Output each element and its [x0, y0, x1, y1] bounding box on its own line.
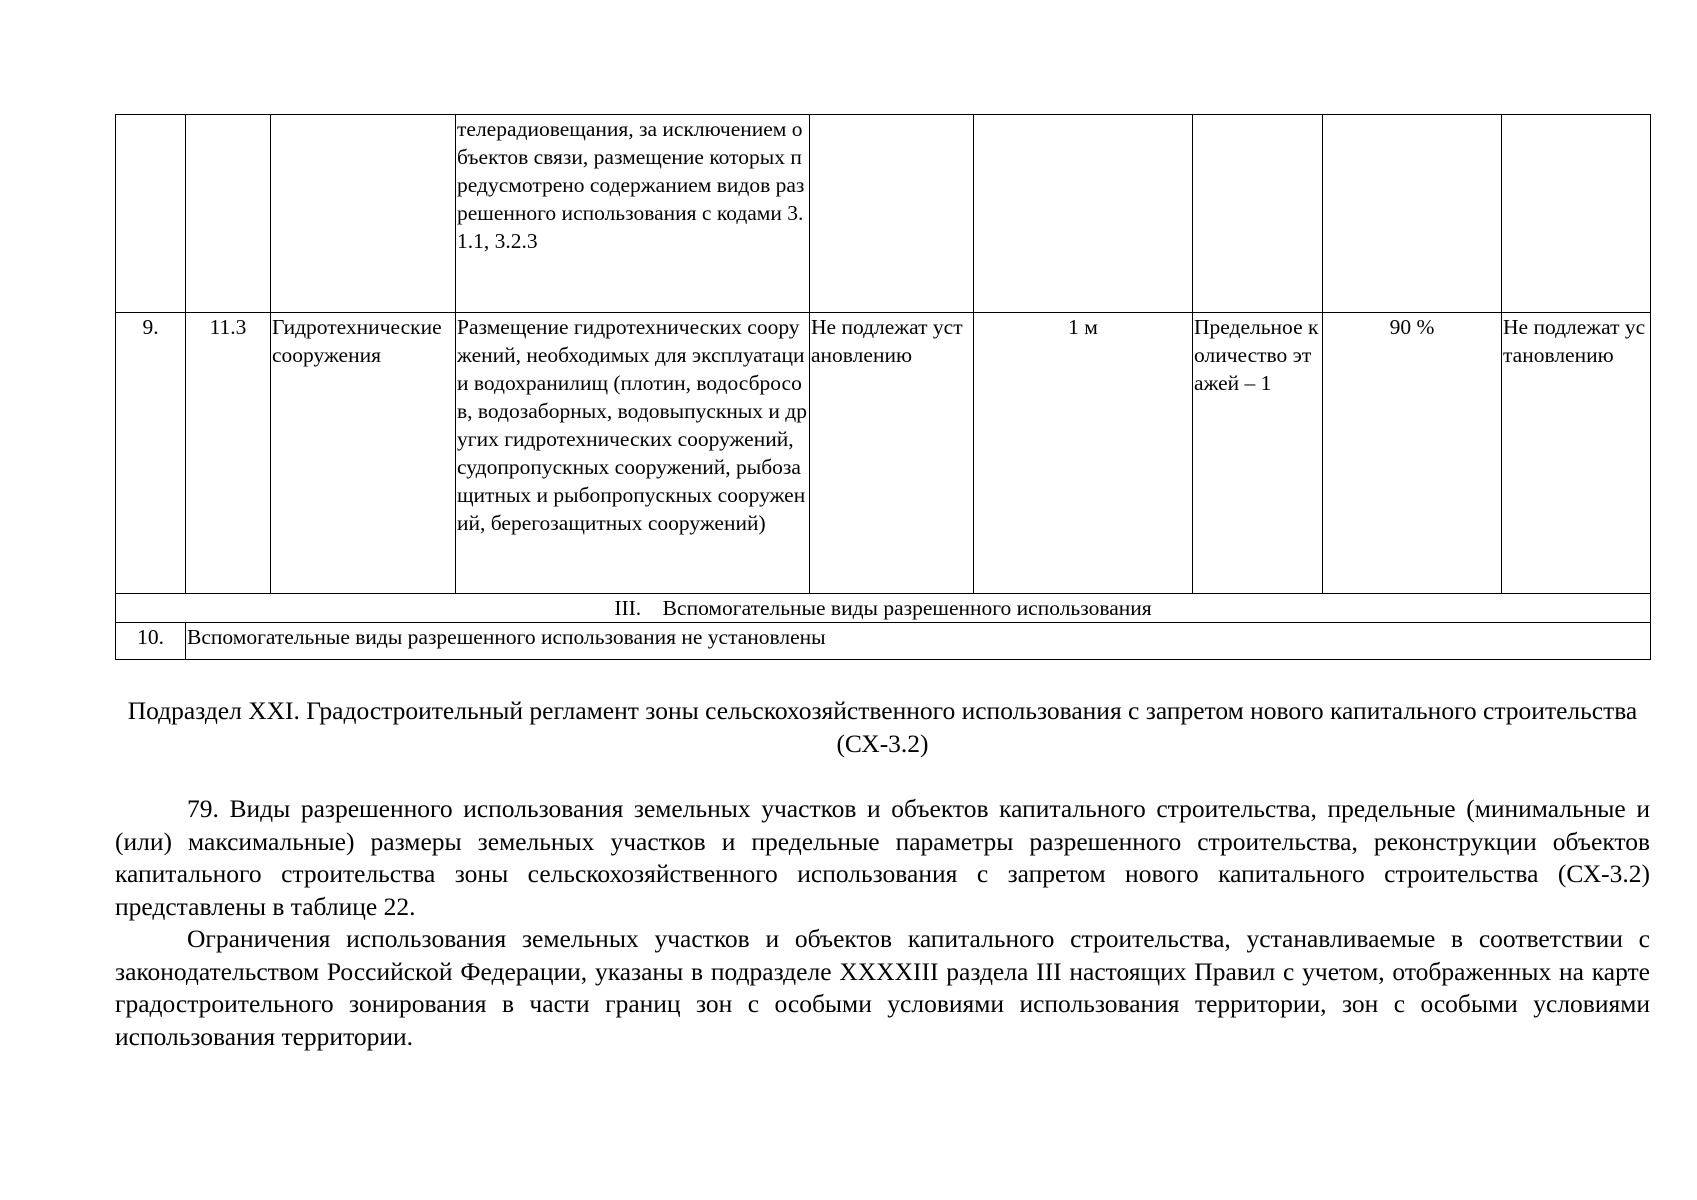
table-row: [116, 115, 1651, 313]
table-row: [116, 313, 1651, 594]
description-cell: Размещение гидротехнических сооружений, необходимых для эксплуатации водохранилищ (плотин, водосбросов, водозаборных, водовыпускных и других гидротехнических сооружений, судопропускных сооружений, рыбозащитных и рыбопропускных сооружений, берегозащитных сооружений): [456, 313, 810, 594]
paragraph: 79. Виды разрешенного использования земельных участков и объектов капитального строительства, предельные (минимальные и (или) максимальные) размеры земельных участков и предельные параметры разрешенного строительства, реконструкции объектов капитального строительства зоны сельскохозяйственного использования с запретом нового капитального строительства (СХ-3.2) представлены в таблице 22.: [115, 794, 1650, 921]
section-row: [116, 594, 1651, 623]
setback-cell: 1 м: [974, 313, 1193, 594]
coverage-cell: 90 %: [1323, 313, 1502, 594]
table-cell: [116, 115, 186, 313]
row-number-cell: 10.: [116, 623, 186, 660]
merged-text-cell: Вспомогательные виды разрешенного использования не установлены: [186, 623, 1651, 660]
plot-size-cell: Не подлежат установлению: [810, 313, 974, 594]
floors-cell: Предельное количество этажей – 1: [1193, 313, 1323, 594]
regulation-table: [115, 114, 1651, 660]
table-cell: [1323, 115, 1502, 313]
description-cell: телерадиовещания, за исключением объектов связи, размещение которых предусмотрено содержанием видов разрешенного использования с кодами 3.1.1, 3.2.3: [456, 115, 810, 313]
code-cell: 11.3: [186, 313, 271, 594]
row-number-cell: 9.: [116, 313, 186, 594]
paragraph: Ограничения использования земельных участков и объектов капитального строительства, устанавливаемые в соответствии с законодательством Российской Федерации, указаны в подразделе XXXXIII раздела III настоящих Правил с учетом, отображенных на карте градостроительного зонирования в части границ зон с особыми условиями использования территории, зон с особыми условиями использования территории.: [115, 924, 1650, 1051]
table-cell: [974, 115, 1193, 313]
table-cell: [186, 115, 271, 313]
table-cell: [810, 115, 974, 313]
use-name-cell: Гидротехнические сооружения: [271, 313, 456, 594]
table-cell: [1502, 115, 1651, 313]
table-cell: [271, 115, 456, 313]
subsection-heading: Подраздел XXI. Градостроительный регламент зоны сельскохозяйственного использования с запретом нового капитального строительства (СХ-3.2): [127, 696, 1638, 758]
table-row: [116, 623, 1651, 660]
section-title: III. Вспомогательные виды разрешенного использования: [116, 594, 1651, 623]
other-params-cell: Не подлежат установлению: [1502, 313, 1651, 594]
table-cell: [1193, 115, 1323, 313]
